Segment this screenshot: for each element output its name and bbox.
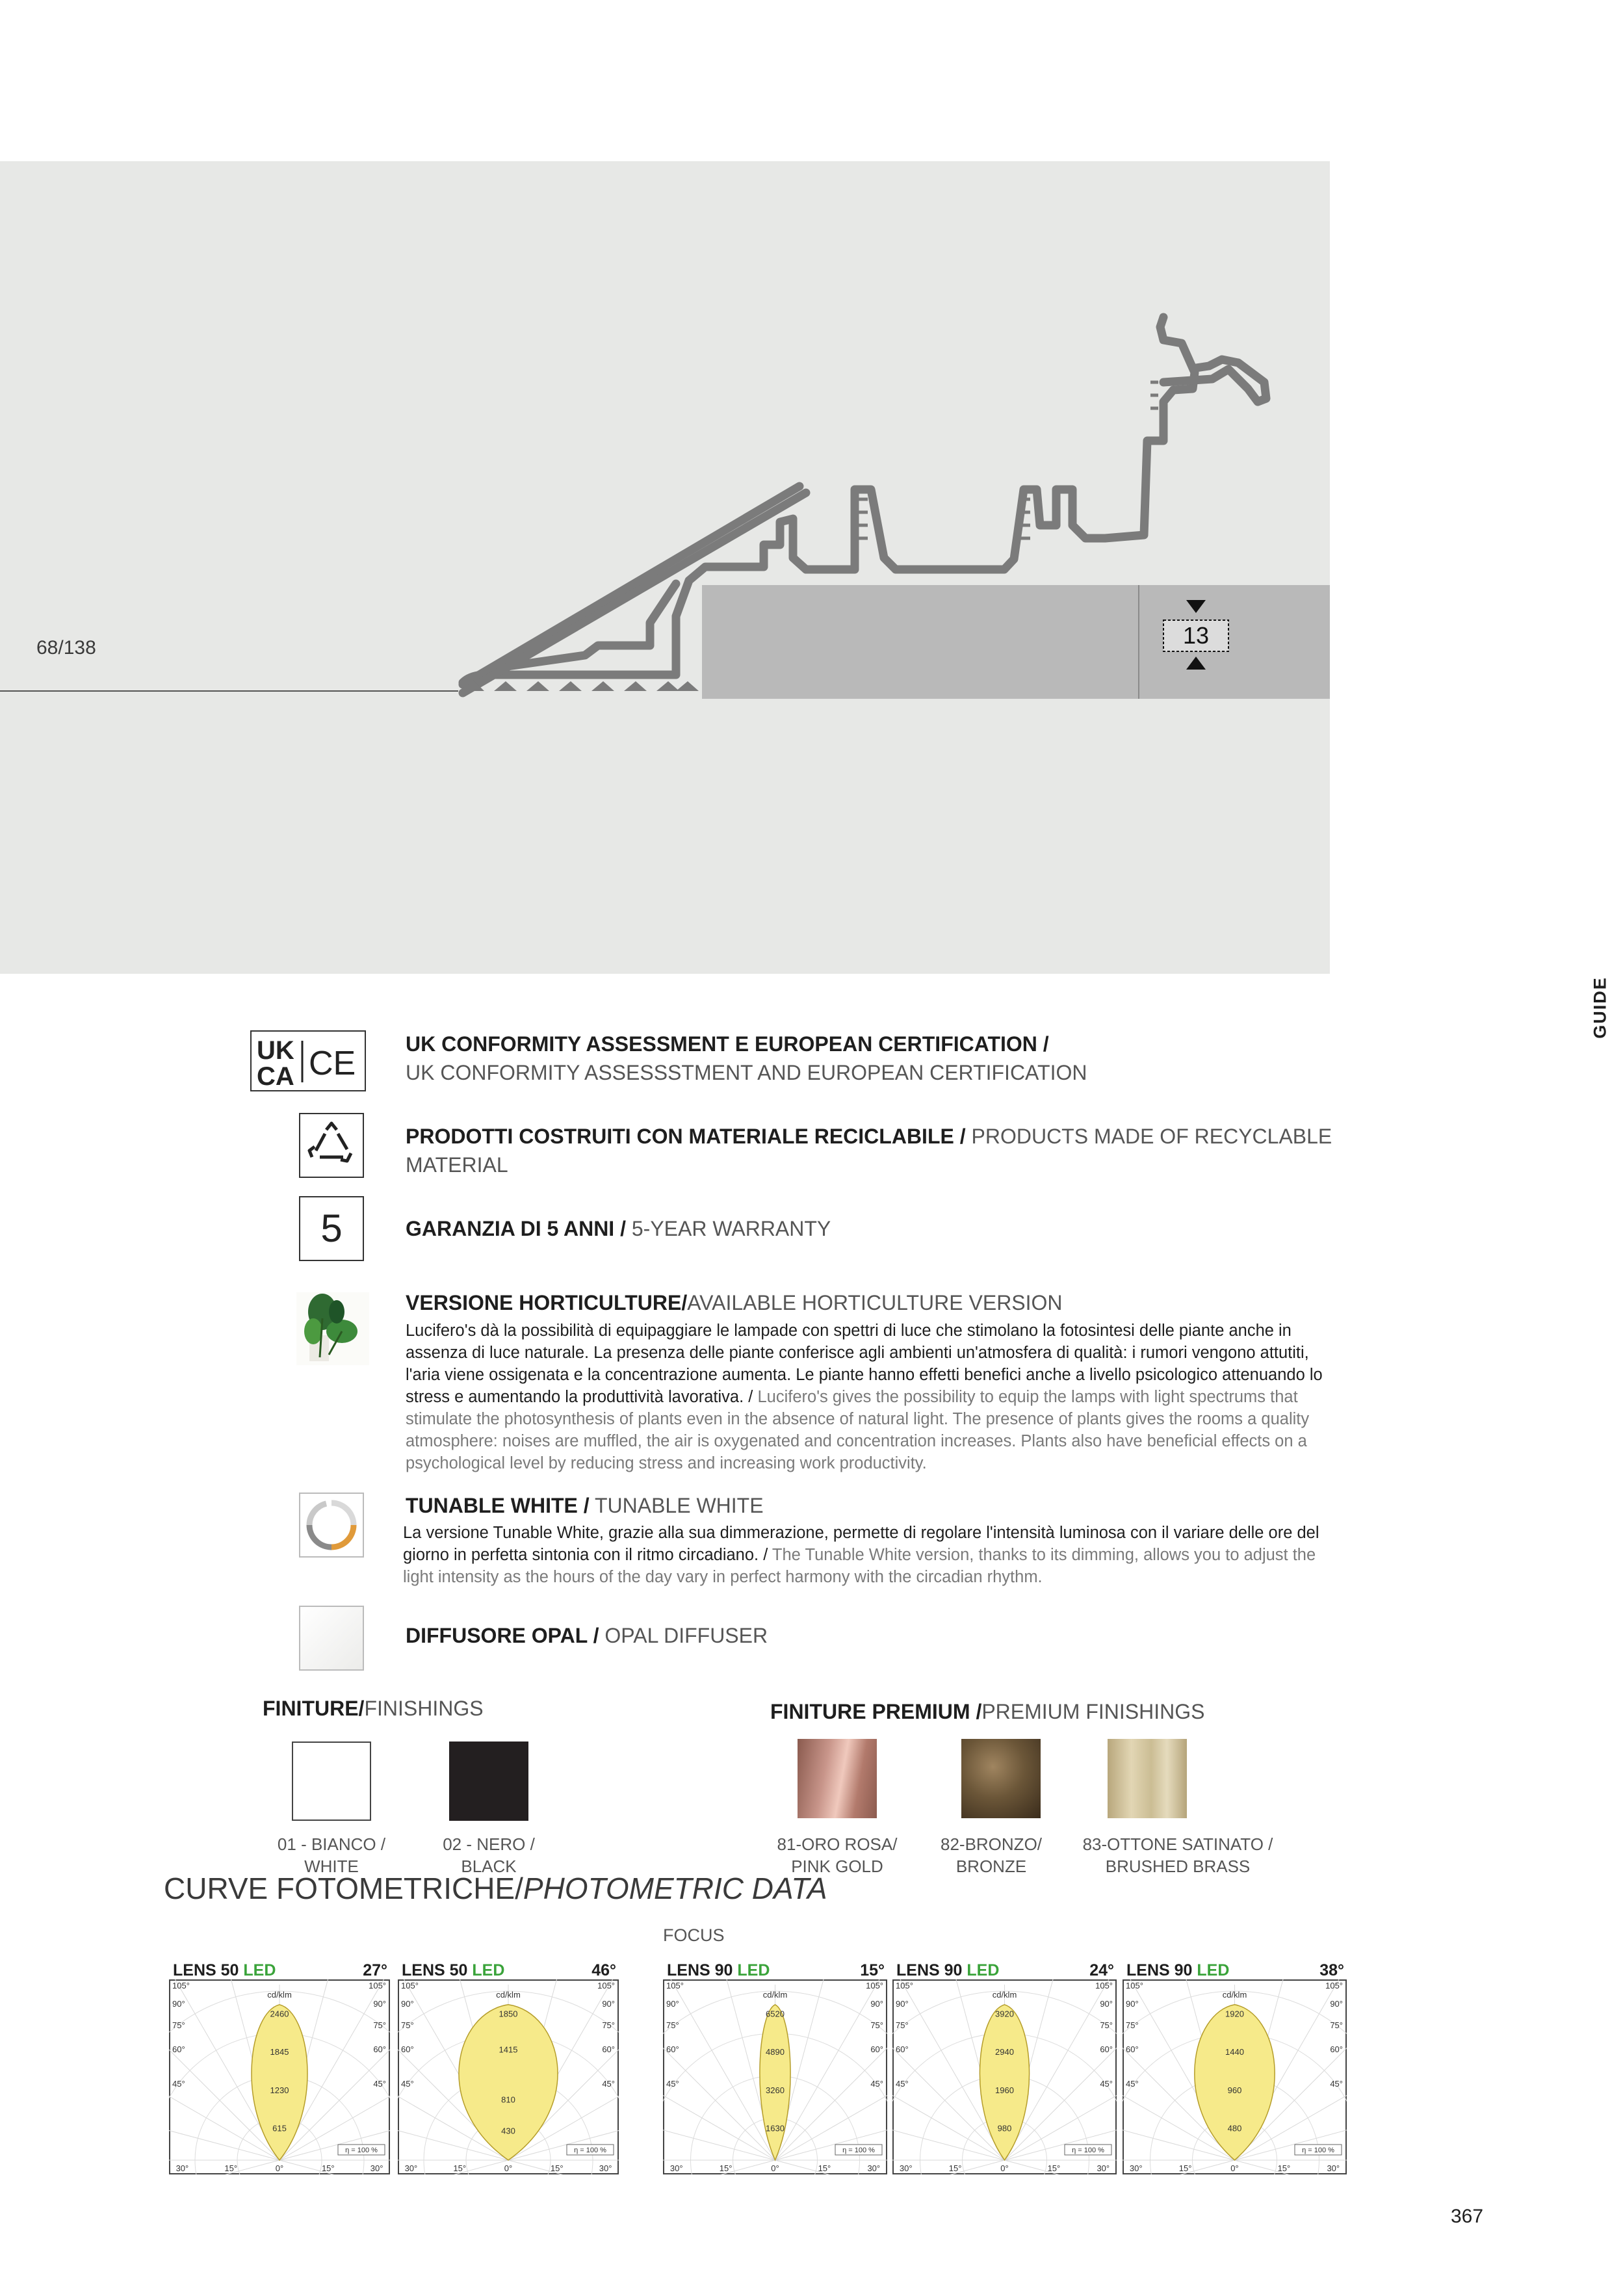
angle-label: 45° [373,2079,386,2089]
angle-label: 90° [1126,1999,1139,2009]
unit-label: cd/klm [992,1990,1017,2000]
angle-label: 90° [1100,1999,1113,2009]
ring-value: 1850 [499,2009,518,2019]
angle-label: 15° [818,2163,831,2173]
warranty-5-icon: 5 [299,1196,364,1261]
angle-label: 90° [401,1999,414,2009]
angle-label: 105° [369,1981,386,1990]
ring-value: 2940 [995,2047,1014,2057]
angle-label: 45° [602,2079,615,2089]
finish-label-pink-gold: 81-ORO ROSA/ PINK GOLD [777,1834,898,1876]
swatch-bronze [961,1739,1041,1818]
chart-beam-angle: 38° [1319,1961,1344,1979]
ring-value: 4890 [766,2047,785,2057]
angle-label: 60° [1126,2044,1139,2054]
angle-label: 0° [504,2163,513,2173]
angle-label: 45° [1100,2079,1113,2089]
polar-plot [169,1979,390,2174]
side-tab-guide: GUIDE [1590,976,1610,1039]
angle-label: 45° [666,2079,679,2089]
unit-label: cd/klm [762,1990,788,2000]
chart-lens-title: LENS 90 LED [896,1961,1000,1979]
angle-label: 90° [602,1999,615,2009]
unit-label: cd/klm [1222,1990,1247,2000]
feature-certification: UK CONFORMITY ASSESSMENT E EUROPEAN CERTIFICATION / UK CONFORMITY ASSESSSTMENT AND EUROPEAN CERTIFICATION [406,1032,1087,1084]
ring-value: 2460 [270,2009,289,2019]
svg-text:UK: UK [257,1036,294,1065]
angle-label: 75° [1100,2020,1113,2030]
angle-label: 75° [172,2020,185,2030]
profile-drawing-panel [0,161,1330,974]
angle-label: 105° [1095,1981,1113,1990]
ukca-ce-mark-icon [250,1030,366,1091]
focus-label: FOCUS [663,1925,725,1945]
section-reference: 68/138 [36,637,96,659]
photometric-chart-2 [398,1960,619,2174]
efficiency-label: η = 100 % [842,2146,875,2154]
angle-label: 30° [669,2163,683,2173]
ring-value: 430 [501,2126,515,2136]
angle-label: 105° [896,1981,913,1990]
angle-label: 45° [870,2079,883,2089]
feature-opal: DIFFUSORE OPAL / OPAL DIFFUSER [406,1624,768,1647]
angle-label: 105° [597,1981,615,1990]
unit-label: cd/klm [496,1990,521,2000]
angle-label: 60° [666,2044,679,2054]
angle-label: 75° [373,2020,386,2030]
angle-label: 15° [1178,2163,1192,2173]
angle-label: 0° [275,2163,284,2173]
efficiency-label: η = 100 % [345,2146,378,2154]
angle-label: 75° [870,2020,883,2030]
recycle-icon [299,1113,364,1178]
chart-beam-angle: 27° [363,1961,387,1979]
angle-label: 75° [602,2020,615,2030]
angle-label: 30° [1327,2163,1340,2173]
finish-label-black: 02 - NERO / BLACK [443,1834,535,1876]
angle-label: 60° [602,2044,615,2054]
angle-label: 15° [1047,2163,1061,2173]
ring-value: 6520 [766,2009,785,2019]
angle-label: 15° [224,2163,238,2173]
angle-label: 45° [896,2079,909,2089]
angle-label: 15° [550,2163,564,2173]
swatch-black [449,1742,528,1821]
profile-section-drawing [0,161,1330,974]
efficiency-label: η = 100 % [1072,2146,1104,2154]
page-number: 367 [1451,2206,1484,2227]
photometric-chart-4 [892,1960,1117,2174]
ring-value: 615 [272,2123,287,2133]
tunable-white-icon [299,1493,364,1558]
feature-warranty: GARANZIA DI 5 ANNI / 5-YEAR WARRANTY [406,1217,831,1240]
opal-diffuser-icon [299,1606,364,1671]
chart-lens-title: LENS 50 LED [173,1961,276,1979]
angle-label: 60° [870,2044,883,2054]
photometric-chart-5 [1123,1960,1347,2174]
angle-label: 105° [866,1981,883,1990]
swatch-brushed-brass [1108,1739,1187,1818]
ring-value: 1630 [766,2123,785,2133]
angle-label: 105° [1325,1981,1343,1990]
polar-plot [1123,1979,1347,2174]
angle-label: 0° [771,2163,779,2173]
polar-plot [892,1979,1117,2174]
feature-recyclable: PRODOTTI COSTRUITI CON MATERIALE RECICLABILE / PRODUCTS MADE OF RECYCLABLE MATERIAL [406,1125,1332,1177]
angle-label: 60° [401,2044,414,2054]
angle-label: 15° [948,2163,962,2173]
angle-label: 60° [373,2044,386,2054]
ring-value: 980 [997,2123,1012,2133]
angle-label: 30° [1129,2163,1143,2173]
chart-lens-title: LENS 90 LED [1126,1961,1230,1979]
ring-value: 1845 [270,2047,289,2057]
ring-value: 1230 [270,2085,289,2095]
angle-label: 90° [870,1999,883,2009]
ring-value: 1440 [1225,2047,1244,2057]
swatch-pink-gold [798,1739,877,1818]
finishes-title: FINITURE/FINISHINGS [263,1697,484,1720]
ring-value: 1960 [995,2085,1014,2095]
swatch-white [292,1742,371,1821]
efficiency-label: η = 100 % [1302,2146,1334,2154]
angle-label: 0° [1230,2163,1239,2173]
ring-value: 3260 [766,2085,785,2095]
feature-horticulture-body: Lucifero's dà la possibilità di equipaggiare le lampade con spettri di luce che stimolano la fotosintesi delle piante anche in assenza di luce naturale. La presenza delle piante conferisce agli ambienti un'atmosfera di qualità: i rumori vengono attutiti, l'aria viene ossigenata e la concentrazione aumenta. Le piante hanno effetti benefici anche a livello psicologico attenuando lo stress e aumentando la produttività lavorativa. / Lucifero's gives the possibility to equip the lamps with light spectrums that stimulate the photosynthesis of plants even in the absence of natural light. The presence of plants gives the rooms a quality atmosphere: noises are muffled, the air is oxygenated and concentration increases. Plants also have beneficial effects on a psychological level by reducing stress and increasing work productivity. [406,1322,1323,1472]
ring-value: 810 [501,2094,515,2105]
ring-value: 480 [1227,2123,1242,2133]
angle-label: 30° [867,2163,881,2173]
photometric-chart-1 [169,1960,390,2174]
finish-label-brushed-brass: 83-OTTONE SATINATO / BRUSHED BRASS [1082,1834,1273,1876]
angle-label: 15° [321,2163,335,2173]
angle-label: 75° [401,2020,414,2030]
unit-label: cd/klm [267,1990,292,2000]
angle-label: 30° [404,2163,418,2173]
efficiency-label: η = 100 % [574,2146,606,2154]
svg-text:CA: CA [257,1062,294,1090]
chart-lens-title: LENS 50 LED [402,1961,505,1979]
angle-label: 75° [1330,2020,1343,2030]
angle-label: 60° [172,2044,185,2054]
angle-label: 90° [1330,1999,1343,2009]
finish-label-white: 01 - BIANCO / WHITE [277,1834,386,1876]
angle-label: 15° [453,2163,467,2173]
angle-label: 60° [1330,2044,1343,2054]
angle-label: 0° [1000,2163,1009,2173]
polar-plot [398,1979,619,2174]
angle-label: 45° [1330,2079,1343,2089]
chart-beam-angle: 46° [591,1961,616,1979]
angle-label: 105° [401,1981,419,1990]
angle-label: 60° [896,2044,909,2054]
chart-beam-angle: 24° [1089,1961,1114,1979]
ring-value: 1415 [499,2044,518,2055]
angle-label: 105° [1126,1981,1143,1990]
angle-label: 45° [172,2079,185,2089]
ring-value: 960 [1227,2085,1242,2095]
ring-value: 1920 [1225,2009,1244,2019]
angle-label: 30° [1097,2163,1110,2173]
feature-tunable-title: TUNABLE WHITE / TUNABLE WHITE [406,1494,764,1517]
angle-label: 15° [1277,2163,1291,2173]
svg-text:CE: CE [309,1045,356,1082]
chart-beam-angle: 15° [860,1961,885,1979]
photometric-chart-3 [663,1960,887,2174]
polar-plot [663,1979,887,2174]
angle-label: 90° [896,1999,909,2009]
angle-label: 90° [172,1999,185,2009]
feature-horticulture-title: VERSIONE HORTICULTURE/AVAILABLE HORTICULTURE VERSION [406,1291,1063,1314]
angle-label: 45° [1126,2079,1139,2089]
angle-label: 90° [666,1999,679,2009]
photometric-title: CURVE FOTOMETRICHE/PHOTOMETRIC DATA [164,1872,827,1905]
chart-lens-title: LENS 90 LED [667,1961,770,1979]
angle-label: 75° [896,2020,909,2030]
angle-label: 30° [370,2163,383,2173]
angle-label: 90° [373,1999,386,2009]
angle-label: 75° [1126,2020,1139,2030]
angle-label: 105° [172,1981,190,1990]
plant-icon [296,1292,369,1365]
angle-label: 105° [666,1981,684,1990]
ring-value: 3920 [995,2009,1014,2019]
angle-label: 30° [175,2163,189,2173]
angle-label: 15° [719,2163,733,2173]
angle-label: 75° [666,2020,679,2030]
angle-label: 60° [1100,2044,1113,2054]
finish-label-bronze: 82-BRONZO/ BRONZE [940,1834,1043,1876]
angle-label: 45° [401,2079,414,2089]
angle-label: 30° [899,2163,913,2173]
premium-finishes-title: FINITURE PREMIUM /PREMIUM FINISHINGS [770,1700,1205,1723]
feature-tunable-body: La versione Tunable White, grazie alla sua dimmerazione, permette di regolare l'intensità luminosa con il variare delle ore del giorno in perfetta sintonia con il ritmo circadiano. / The Tunable White version, thanks to its dimming, allows you to adjust the light intensity as the hours of the day vary in perfect harmony with the circadian rhythm. [403,1524,1319,1586]
dimension-label: 13 [1182,622,1210,649]
angle-label: 30° [599,2163,612,2173]
